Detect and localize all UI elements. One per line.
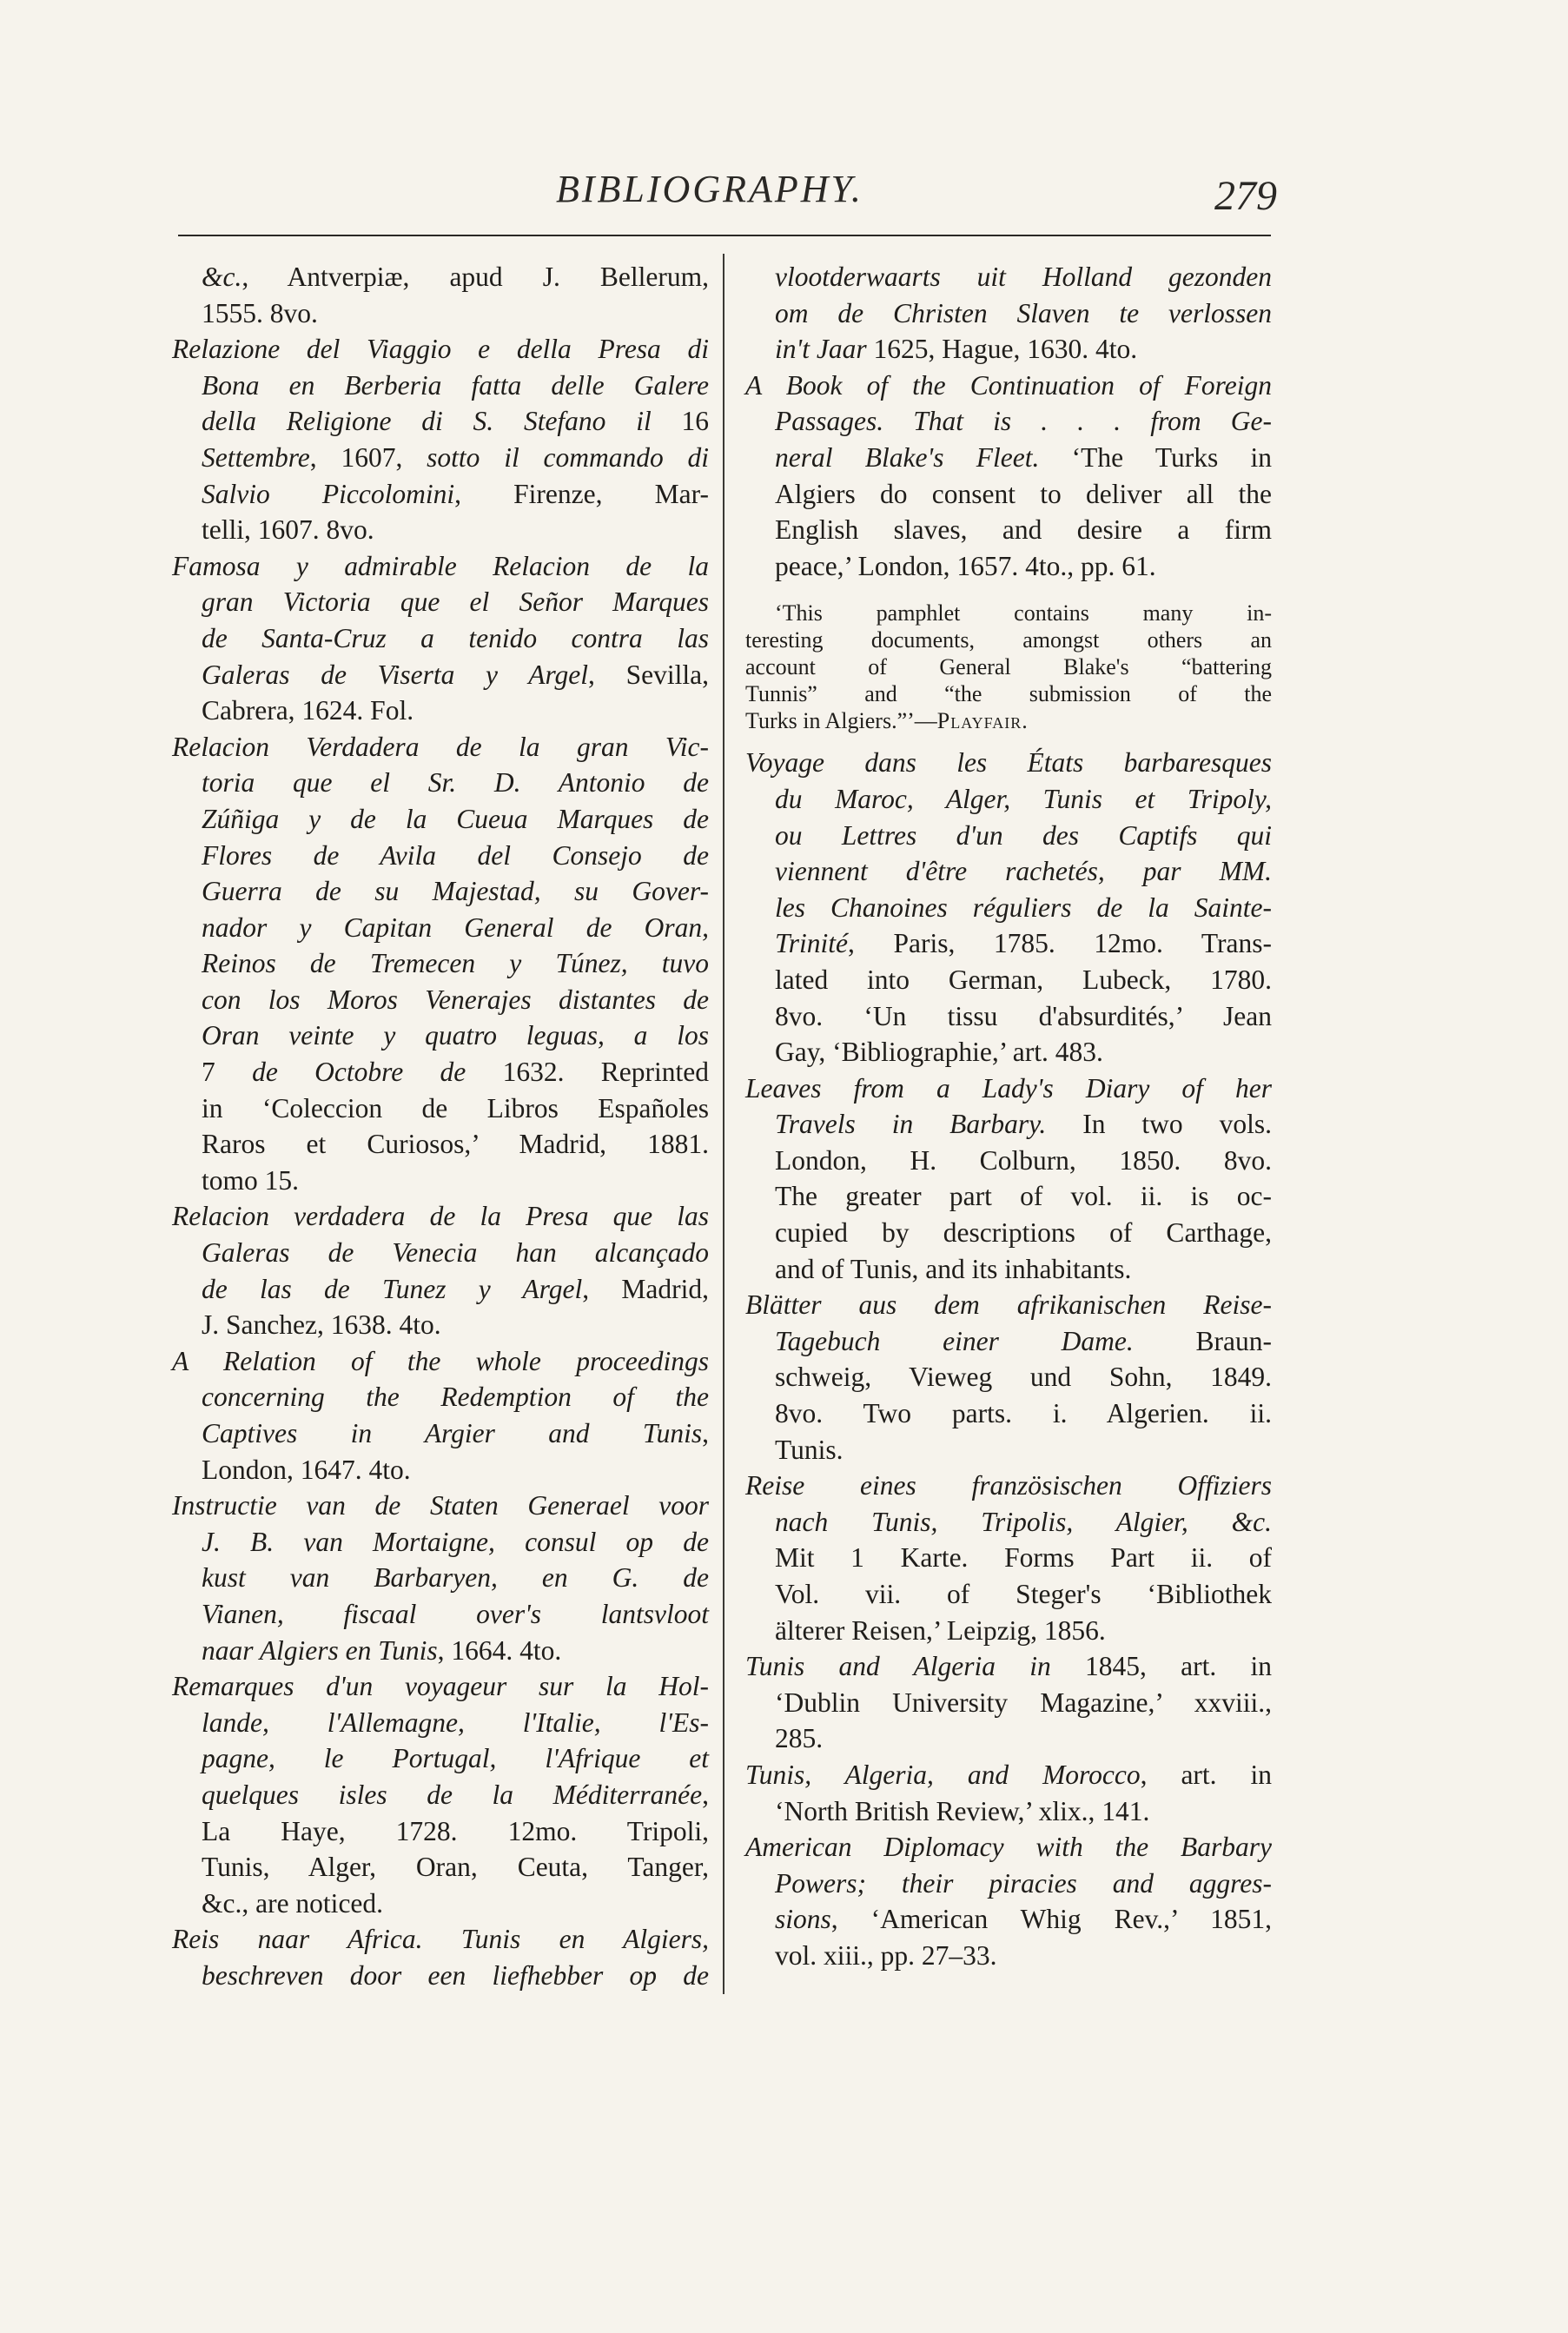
entry-line: tomo 15. — [202, 1164, 300, 1196]
entry-line: Raros et Curiosos,’ Madrid, 1881. — [202, 1129, 709, 1160]
note-line: ‘This pamphlet contains many in- — [775, 600, 1272, 626]
entry-line: Oran veinte y quatro leguas, a los — [202, 1020, 709, 1051]
entry-line: Salvio Piccolomini, Firenze, Mar- — [202, 478, 710, 509]
entry-line: Zúñiga y de la Cueua Marques de — [202, 803, 709, 834]
entry-line: London, H. Colburn, 1850. 8vo. — [775, 1144, 1272, 1176]
note-line: Turks in Algiers.”’—Playfair. — [745, 708, 1028, 734]
entry-line: toria que el Sr. D. Antonio de — [202, 767, 709, 799]
entry-title-line: A Relation of the whole proceedings — [172, 1345, 709, 1376]
note-line: Tunnis” and “the submission of the — [745, 681, 1272, 707]
entry-title-line: Famosa y admirable Relacion de la — [172, 550, 709, 581]
entry-line: The greater part of vol. ii. is oc- — [775, 1181, 1272, 1212]
entry-line: Vol. vii. of Steger's ‘Bibliothek — [775, 1579, 1272, 1609]
entry-line: älterer Reisen,’ Leipzig, 1856. — [775, 1614, 1106, 1646]
entry-line: Galeras de Viserta y Argel, Sevilla, — [202, 659, 709, 690]
entry-title-line: Reise eines französischen Offiziers — [745, 1470, 1272, 1501]
entry-line: Reinos de Tremecen y Túnez, tuvo — [202, 948, 709, 979]
entry-title-line: Tunis and Algeria in 1845, art. in — [745, 1651, 1272, 1682]
entry-line: in ‘Coleccion de Libros Españoles — [202, 1092, 709, 1123]
entry-line: and of Tunis, and its inhabitants. — [775, 1253, 1132, 1284]
entry-line: 1555. 8vo. — [202, 297, 318, 328]
entry-line: Travels in Barbary. In two vols. — [775, 1109, 1273, 1140]
right-column — [745, 259, 1272, 1974]
entry-title-line: Blätter aus dem afrikanischen Reise- — [745, 1289, 1272, 1321]
entry-title-line: Relacion verdadera de la Presa que las — [172, 1201, 709, 1232]
note-line: account of General Blake's “battering — [745, 654, 1272, 680]
entry-title-line: Voyage dans les États barbaresques — [745, 747, 1272, 779]
annotation-note — [745, 600, 1272, 734]
entry-line: ‘Dublin University Magazine,’ xxviii., — [775, 1687, 1272, 1718]
entry-line: Trinité, Paris, 1785. 12mo. Trans- — [775, 928, 1272, 959]
entry-line: Tunis. — [775, 1434, 844, 1465]
entry-title-line: A Book of the Continuation of Foreign — [745, 369, 1272, 401]
entry-line: lated into German, Lubeck, 1780. — [775, 964, 1272, 995]
entry-line: della Religione di S. Stefano il 16 — [202, 406, 709, 437]
entry-line: Guerra de su Majestad, su Gover- — [202, 876, 709, 907]
entry-line: schweig, Vieweg und Sohn, 1849. — [775, 1362, 1272, 1393]
entry-line: Captives in Argier and Tunis, — [202, 1418, 709, 1448]
entry-line: English slaves, and desire a firm — [775, 514, 1272, 546]
entry-line: con los Moros Venerajes distantes de — [202, 984, 709, 1015]
entry-line: quelques isles de la Méditerranée, — [202, 1779, 709, 1810]
note-line: teresting documents, amongst others an — [745, 627, 1272, 653]
entry-line: du Maroc, Alger, Tunis et Tripoly, — [775, 783, 1272, 814]
entry-line: J. B. van Mortaigne, consul op de — [202, 1526, 709, 1557]
entry-line: cupied by descriptions of Carthage, — [775, 1217, 1272, 1249]
entry-line: Tunis, Alger, Oran, Ceuta, Tanger, — [202, 1852, 709, 1883]
entry-line: 8vo. Two parts. i. Algerien. ii. — [775, 1398, 1272, 1429]
entry-line: &c., are noticed. — [202, 1887, 384, 1919]
entry-title-line: Reis naar Africa. Tunis en Algiers, — [172, 1924, 709, 1955]
entry-title-line: Relacion Verdadera de la gran Vic- — [172, 731, 709, 762]
entry-line: in't Jaar 1625, Hague, 1630. 4to. — [775, 334, 1138, 365]
entry-title-line: Tunis, Algeria, and Morocco, art. in — [745, 1759, 1272, 1790]
entry-line: nador y Capitan General de Oran, — [202, 911, 709, 943]
entry-title-line: American Diplomacy with the Barbary — [745, 1832, 1272, 1863]
entry-line: Vianen, fiscaal over's lantsvloot — [202, 1598, 709, 1629]
entry-line: gran Victoria que el Señor Marques — [202, 587, 709, 618]
entry-line: telli, 1607. 8vo. — [202, 514, 374, 546]
entry-line: J. Sanchez, 1638. 4to. — [202, 1309, 441, 1341]
entry-line: London, 1647. 4to. — [202, 1454, 411, 1485]
entry-line: pagne, le Portugal, l'Afrique et — [202, 1743, 709, 1774]
entry-line: concerning the Redemption of the — [202, 1382, 709, 1413]
entry-line: kust van Barbaryen, en G. de — [202, 1562, 709, 1594]
entry-line: Bona en Berberia fatta delle Galere — [202, 369, 709, 401]
entry-line: Flores de Avila del Consejo de — [202, 839, 709, 871]
entry-line: sions, ‘American Whig Rev.,’ 1851, — [775, 1904, 1272, 1935]
entry-line: Mit 1 Karte. Forms Part ii. of — [775, 1542, 1272, 1574]
entry-line: ou Lettres d'un des Captifs qui — [775, 819, 1272, 851]
entry-line: naar Algiers en Tunis, 1664. 4to. — [202, 1634, 562, 1666]
entry-line: viennent d'être rachetés, par MM. — [775, 856, 1272, 887]
entry-line: nach Tunis, Tripolis, Algier, &c. — [775, 1506, 1272, 1537]
entry-line: les Chanoines réguliers de la Sainte- — [775, 891, 1272, 923]
entry-line: neral Blake's Fleet. ‘The Turks in — [775, 441, 1272, 473]
entry-title-line: Remarques d'un voyageur sur la Hol- — [172, 1671, 709, 1702]
entry-line: Galeras de Venecia han alcançado — [202, 1237, 709, 1269]
page-number: 279 — [1214, 173, 1277, 219]
entry-line: 285. — [775, 1723, 824, 1754]
entry-line: vol. xiii., pp. 27–33. — [775, 1939, 997, 1971]
entry-line: vlootderwaarts uit Holland gezonden — [775, 262, 1272, 292]
entry-line: &c., Antverpiæ, apud J. Bellerum, — [202, 262, 709, 292]
entry-line: beschreven door een liefhebber op de — [202, 1959, 709, 1991]
running-header: BIBLIOGRAPHY. — [556, 168, 863, 210]
entry-line: de Santa-Cruz a tenido contra las — [202, 622, 709, 653]
entry-line: om de Christen Slaven te verlossen — [775, 297, 1272, 328]
entry-line: de las de Tunez y Argel, Madrid, — [202, 1273, 709, 1304]
entry-line: Settembre, 1607, sotto il commando di — [202, 441, 710, 473]
entry-line: Algiers do consent to deliver all the — [775, 478, 1272, 509]
entry-line: lande, l'Allemagne, l'Italie, l'Es- — [202, 1707, 709, 1738]
entry-line: 8vo. ‘Un tissu d'absurdités,’ Jean — [775, 1000, 1272, 1031]
column-divider — [723, 254, 724, 1994]
entry-line: La Haye, 1728. 12mo. Tripoli, — [202, 1815, 709, 1846]
entry-line: Passages. That is . . . from Ge- — [775, 406, 1272, 437]
left-column — [172, 259, 709, 1994]
entry-line: Powers; their piracies and aggres- — [775, 1867, 1272, 1899]
entry-line: Cabrera, 1624. Fol. — [202, 695, 414, 726]
entry-line: Tagebuch einer Dame. Braun- — [775, 1325, 1272, 1356]
entry-title-line: Relazione del Viaggio e della Presa di — [172, 334, 709, 365]
entry-title-line: Leaves from a Lady's Diary of her — [745, 1072, 1272, 1104]
entry-line: ‘North British Review,’ xlix., 141. — [775, 1795, 1150, 1826]
entry-title-line: Instructie van de Staten Generael voor — [172, 1490, 709, 1521]
entry-line: 7 de Octobre de 1632. Reprinted — [202, 1057, 709, 1088]
entry-line: peace,’ London, 1657. 4to., pp. 61. — [775, 550, 1156, 581]
header-rule — [178, 235, 1271, 236]
entry-line: Gay, ‘Bibliographie,’ art. 483. — [775, 1037, 1103, 1068]
